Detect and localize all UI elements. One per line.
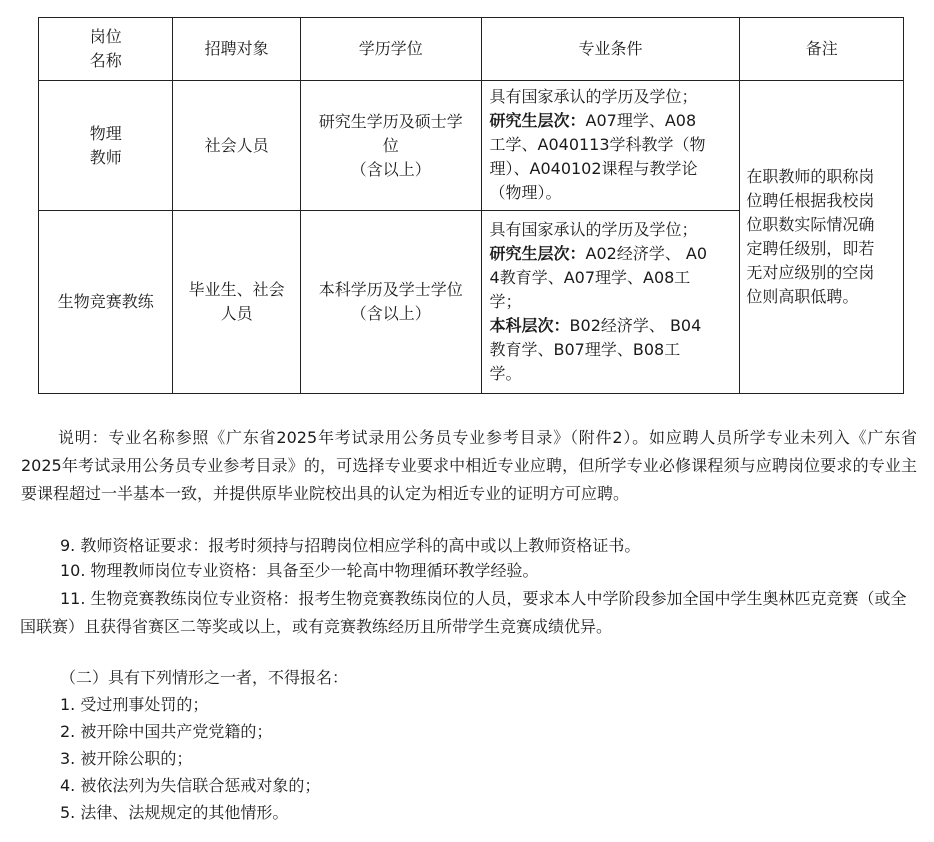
explanation-paragraph: 说明：专业名称参照《广东省2025年考试录用公务员专业参考目录》（附件2）。如应聘人员所学专业未列入《广东省2025年考试录用公务员专业参考目录》的，可选择专业要求中相近专业应聘，但所学专业必修课程须与应聘岗位要求的专业主要课程超过一半基本一致，并提供原毕业院校出具的认定为相近专业的证明方可应聘。 <box>21 428 917 503</box>
list-item: 2. 被开除中国共产党党籍的； <box>60 722 273 741</box>
requirement-item: 10. 物理教师岗位专业资格：具备至少一轮高中物理循环教学经验。 <box>60 561 539 580</box>
major-line: 具有国家承认的学历及学位； <box>489 87 698 106</box>
table-row <box>39 81 904 211</box>
cell-position: 物理 教师 <box>39 81 173 211</box>
table-header-row <box>39 18 904 81</box>
cell-position: 生物竞赛教练 <box>39 211 173 394</box>
list-item: 4. 被依法列为失信联合惩戒对象的； <box>60 776 321 795</box>
header-major: 专业条件 <box>481 18 740 81</box>
cell-major <box>481 211 740 394</box>
section-title: （二）具有下列情形之一者，不得报名： <box>60 668 349 687</box>
list-item: 1. 受过刑事处罚的； <box>60 695 209 714</box>
header-target: 招聘对象 <box>173 18 300 81</box>
header-degree: 学历学位 <box>300 18 481 81</box>
requirement-item: 11. 生物竞赛教练岗位专业资格：报考生物竞赛教练岗位的人员，要求本人中学阶段参加全国中学生奥林匹克竞赛（或全国联赛）且获得省赛区二等奖或以上，或有竞赛教练经历且所带学生竞赛成绩优异。 <box>20 589 907 636</box>
cell-target: 社会人员 <box>173 81 300 211</box>
major-line: 本科层次：B02经济学、 B04 <box>489 315 702 335</box>
header-remark: 备注 <box>740 18 904 81</box>
list-item: 5. 法律、法规规定的其他情形。 <box>60 803 289 822</box>
major-line: 理）、A040102课程与教学论 <box>489 159 698 178</box>
cell-remark: 在职教师的职称岗 位聘任根据我校岗 位职数实际情况确 定聘任级别，即若 无对应级别的空岗 位则高职低聘。 <box>740 81 904 394</box>
cell-degree: 研究生学历及硕士学 位 （含以上） <box>300 81 481 211</box>
major-line: 学。 <box>489 363 522 383</box>
major-line: 研究生层次：A07理学、A08 <box>489 111 697 130</box>
header-position: 岗位 名称 <box>39 18 173 81</box>
cell-major <box>481 81 740 211</box>
major-line: 工学、A040113学科教学（物 <box>489 135 706 154</box>
major-line: 4教育学、A07理学、A08工 <box>489 267 691 287</box>
cell-degree: 本科学历及学士学位 （含以上） <box>300 211 481 394</box>
major-line: 学； <box>489 291 522 311</box>
list-item: 3. 被开除公职的； <box>60 749 193 768</box>
major-line: 具有国家承认的学历及学位； <box>489 219 698 239</box>
recruitment-table <box>38 17 904 394</box>
cell-target: 毕业生、社会 人员 <box>173 211 300 394</box>
major-line: （物理）。 <box>489 183 562 202</box>
requirement-item: 9. 教师资格证要求：报考时须持与招聘岗位相应学科的高中或以上教师资格证书。 <box>60 536 641 555</box>
major-line: 教育学、B07理学、B08工 <box>489 339 681 359</box>
major-line: 研究生层次：A02经济学、 A0 <box>489 243 708 263</box>
